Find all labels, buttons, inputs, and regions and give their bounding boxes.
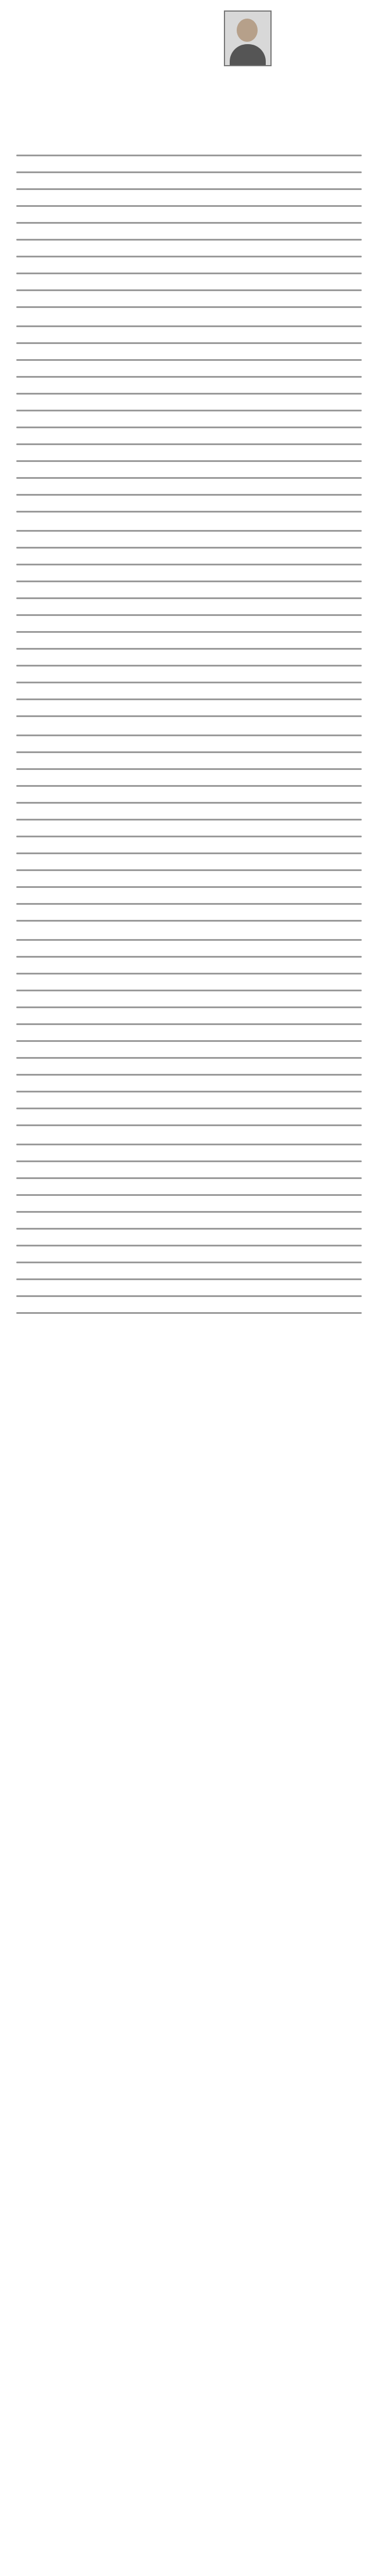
text-line <box>16 1006 362 1008</box>
text-line <box>16 665 362 667</box>
article-body <box>16 139 362 2553</box>
text-line <box>16 427 362 428</box>
article-paragraph <box>16 735 362 922</box>
text-line <box>16 376 362 378</box>
text-line <box>16 1278 362 1280</box>
text-line <box>16 819 362 821</box>
text-line <box>16 886 362 888</box>
text-line <box>16 735 362 736</box>
text-line <box>16 171 362 173</box>
text-line <box>16 359 362 361</box>
text-line <box>16 1194 362 1196</box>
text-line <box>16 1124 362 1126</box>
text-line <box>16 342 362 344</box>
text-line <box>16 256 362 257</box>
text-line <box>16 1040 362 1042</box>
text-line <box>16 614 362 616</box>
text-line <box>16 1108 362 1109</box>
article-header <box>0 0 378 139</box>
article-paragraph <box>16 939 362 1126</box>
text-line <box>16 1245 362 1246</box>
column-logo <box>163 12 221 15</box>
text-line <box>16 393 362 395</box>
text-line <box>16 1228 362 1230</box>
text-line <box>16 597 362 599</box>
text-line <box>16 836 362 837</box>
text-line <box>16 1023 362 1025</box>
text-line <box>16 1144 362 1145</box>
text-line <box>16 939 362 941</box>
text-line <box>16 631 362 633</box>
text-line <box>16 1074 362 1076</box>
article-paragraph <box>16 325 362 513</box>
text-line <box>16 188 362 190</box>
text-line <box>16 1295 362 1297</box>
author-body-shape <box>230 44 266 65</box>
text-line <box>16 785 362 787</box>
text-line <box>16 648 362 650</box>
text-line <box>16 1091 362 1092</box>
text-line <box>16 443 362 445</box>
text-line <box>16 511 362 513</box>
text-line <box>16 581 362 582</box>
text-line <box>16 802 362 804</box>
text-line <box>16 1057 362 1059</box>
text-line <box>16 768 362 770</box>
text-line <box>16 920 362 922</box>
text-line <box>16 460 362 462</box>
text-line <box>16 1211 362 1213</box>
text-line <box>16 325 362 327</box>
text-line <box>16 869 362 871</box>
text-line <box>16 715 362 717</box>
author-photo <box>224 10 272 66</box>
text-line <box>16 973 362 974</box>
text-line <box>16 852 362 854</box>
text-line <box>16 1312 362 1314</box>
text-line <box>16 1262 362 1263</box>
text-line <box>16 682 362 683</box>
text-line <box>16 289 362 291</box>
text-line <box>16 564 362 565</box>
article-paragraph <box>16 1144 362 1314</box>
text-line <box>16 547 362 549</box>
text-line <box>16 751 362 753</box>
text-line <box>16 956 362 958</box>
article-end-mark <box>16 2553 362 2564</box>
text-line <box>16 222 362 224</box>
text-line <box>16 1160 362 1162</box>
text-line <box>16 306 362 308</box>
text-line <box>16 903 362 905</box>
text-line <box>16 477 362 479</box>
article-paragraph <box>16 530 362 717</box>
text-line <box>16 155 362 156</box>
article-paragraph <box>16 155 362 308</box>
text-line <box>16 205 362 207</box>
text-line <box>16 1177 362 1179</box>
text-line <box>16 239 362 241</box>
text-line <box>16 990 362 991</box>
text-line <box>16 494 362 496</box>
text-line <box>16 410 362 411</box>
text-line <box>16 273 362 274</box>
author-head-shape <box>237 19 258 42</box>
text-line <box>16 698 362 700</box>
text-line <box>16 530 362 532</box>
